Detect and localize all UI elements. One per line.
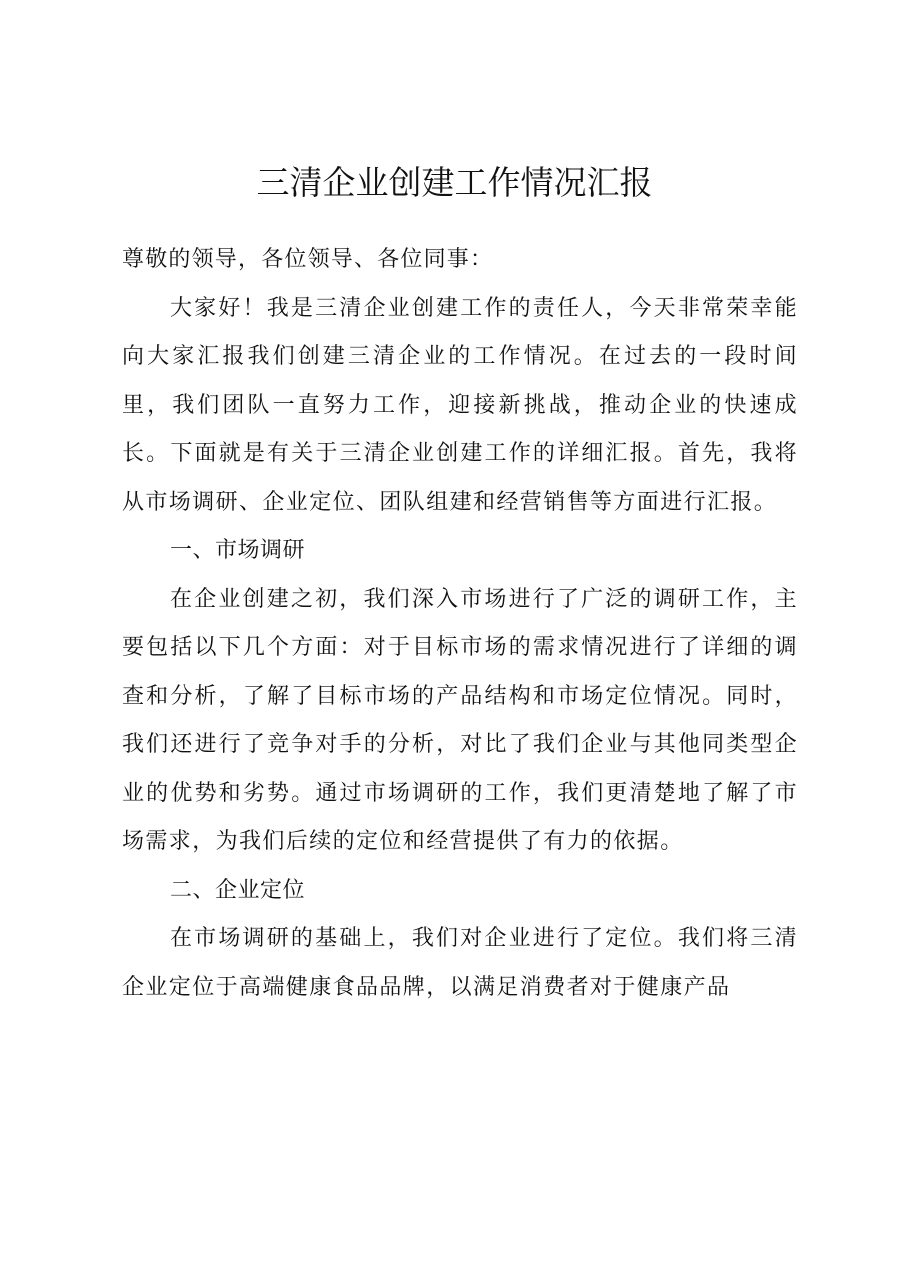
positioning-paragraph: 在市场调研的基础上，我们对企业进行了定位。我们将三清企业定位于高端健康食品品牌，以满足消费者对于健康产品 [122, 926, 798, 1000]
greeting-line: 尊敬的领导，各位领导、各位同事： [122, 247, 494, 272]
section-heading-market-research: 一、市场调研 [170, 538, 306, 563]
document-body [122, 236, 798, 1012]
market-research-paragraph: 在企业创建之初，我们深入市场进行了广泛的调研工作，主要包括以下几个方面：对于目标市场的需求情况进行了详细的调查和分析，了解了目标市场的产品结构和市场定位情况。同时，我们还进行了竞争对手的分析，对比了我们企业与其他同类型企业的优势和劣势。通过市场调研的工作，我们更清楚地了解了市场需求，为我们后续的定位和经营提供了有力的依据。 [122, 586, 798, 854]
document-title: 三清企业创建工作情况汇报 [256, 163, 653, 202]
section-heading-positioning: 二、企业定位 [170, 877, 306, 903]
intro-paragraph: 大家好！我是三清企业创建工作的责任人，今天非常荣幸能向大家汇报我们创建三清企业的工作情况。在过去的一段时间里，我们团队一直努力工作，迎接新挑战，推动企业的快速成长。下面就是有关于三清企业创建工作的详细汇报。首先，我将从市场调研、企业定位、团队组建和经营销售等方面进行汇报。 [122, 295, 798, 515]
